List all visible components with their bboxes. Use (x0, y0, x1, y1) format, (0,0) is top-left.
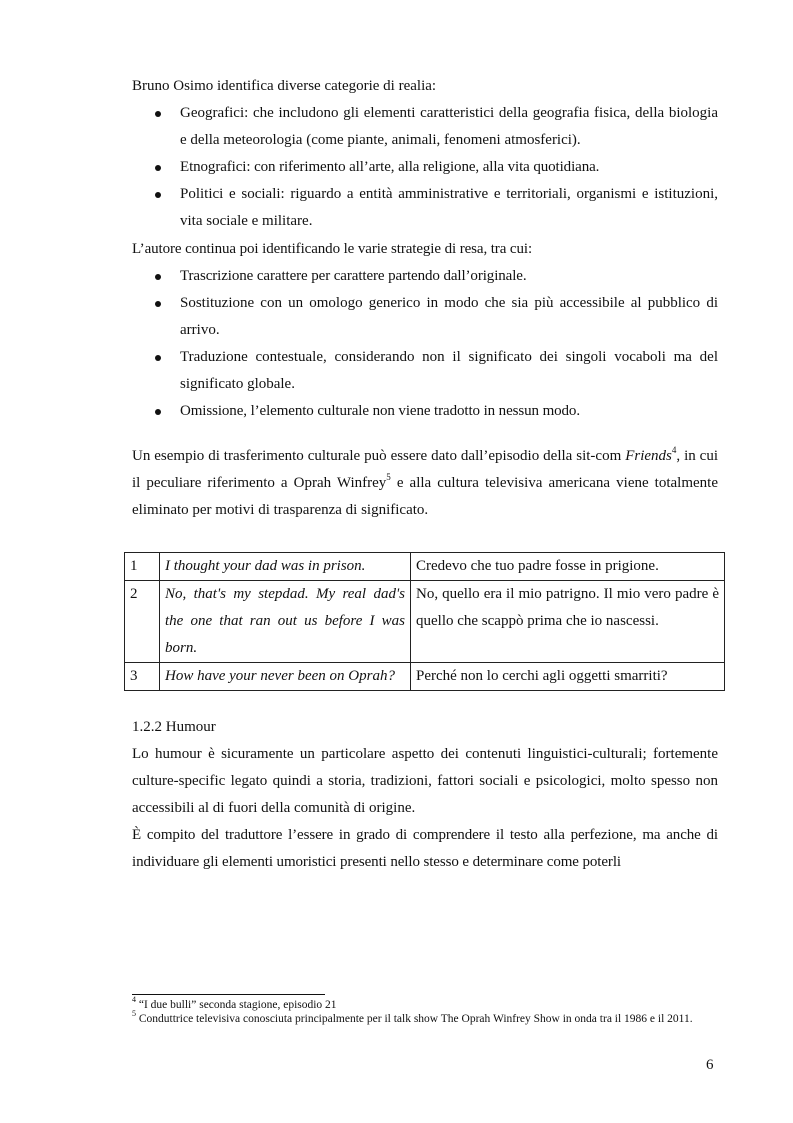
list-item: Politici e sociali: riguardo a entità amministrative e territoriali, organismi e istituzioni, vita sociale e militare. (132, 181, 718, 235)
list-item: Etnografici: con riferimento all’arte, alla religione, alla vita quotidiana. (132, 154, 718, 181)
english-line: How have your never been on Oprah? (160, 663, 411, 691)
list-item: Sostituzione con un omologo generico in modo che sia più accessibile al pubblico di arrivo. (132, 290, 718, 344)
bullet-icon (155, 409, 161, 415)
footnote-divider (132, 994, 325, 995)
english-line: I thought your dad was in prison. (160, 553, 411, 581)
dialogue-table (124, 552, 725, 691)
row-number: 1 (125, 553, 160, 581)
section-title: 1.2.2 Humour (132, 719, 216, 735)
list-item: Omissione, l’elemento culturale non viene tradotto in nessun modo. (132, 398, 718, 425)
realia-intro: Bruno Osimo identifica diverse categorie di realia: (132, 78, 437, 94)
footnote-ref-4[interactable]: 4 (671, 445, 677, 455)
footnote-ref-5[interactable]: 5 (386, 472, 391, 482)
bullet-icon (155, 165, 161, 171)
page-number: 6 (706, 1057, 714, 1073)
italian-line: Credevo che tuo padre fosse in prigione. (411, 553, 725, 581)
friends-example-paragraph: Un esempio di trasferimento culturale può essere dato dall’episodio della sit-com Friends$^4$, in cui il peculiare riferimento a Oprah Winfrey$^5$ e alla cultura televisiva americana viene totalmente eliminato per motivi di trasparenza di significato. (132, 445, 718, 518)
table-row (125, 663, 725, 691)
footnotes (132, 995, 722, 1026)
bullet-icon (155, 355, 161, 361)
footnote-5: $^5$ Conduttrice televisiva conosciuta principalmente per il talk show The Oprah Winfrey Show in onda tra il 1986 e il 2011. (132, 1009, 693, 1025)
strategy-list (132, 263, 718, 425)
bullet-icon (155, 111, 161, 117)
strategies-intro: L’autore continua poi identificando le varie strategie di resa, tra cui: (132, 241, 533, 257)
table-row (125, 553, 725, 581)
bullet-icon (155, 301, 161, 307)
bullet-icon (155, 274, 161, 280)
bullet-icon (155, 192, 161, 198)
humour-paragraph-1: Lo humour è sicuramente un particolare aspetto dei contenuti linguistici-culturali; fortemente culture-specific legato quindi a storia, tradizioni, fattori sociali e psicologici, molto spesso non accessibili al di fuori della comunità di origine. (132, 746, 718, 816)
row-number: 3 (125, 663, 160, 691)
list-item: Traduzione contestuale, considerando non il significato dei singoli vocaboli ma del significato globale. (132, 344, 718, 398)
page-body (132, 72, 718, 876)
english-line: No, that's my stepdad. My real dad's the one that ran out us before I was born. (160, 581, 411, 663)
list-item: Geografici: che includono gli elementi caratteristici della geografia fisica, della biologia e della meteorologia (come piante, animali, fenomeni atmosferici). (132, 100, 718, 154)
show-title: Friends (625, 448, 672, 464)
row-number: 2 (125, 581, 160, 663)
italian-line: No, quello era il mio patrigno. Il mio vero padre è quello che scappò prima che io nascessi. (411, 581, 725, 663)
realia-category-list (132, 100, 718, 235)
table-row (125, 581, 725, 663)
list-item: Trascrizione carattere per carattere partendo dall’originale. (132, 263, 718, 290)
italian-line: Perché non lo cerchi agli oggetti smarriti? (411, 663, 725, 691)
humour-paragraph-2: È compito del traduttore l’essere in grado di comprendere il testo alla perfezione, ma anche di individuare gli elementi umoristici presenti nello stesso e determinare come poterli (132, 827, 718, 870)
footnote-4: $^4$ “I due bulli” seconda stagione, episodio 21 (132, 995, 337, 1011)
